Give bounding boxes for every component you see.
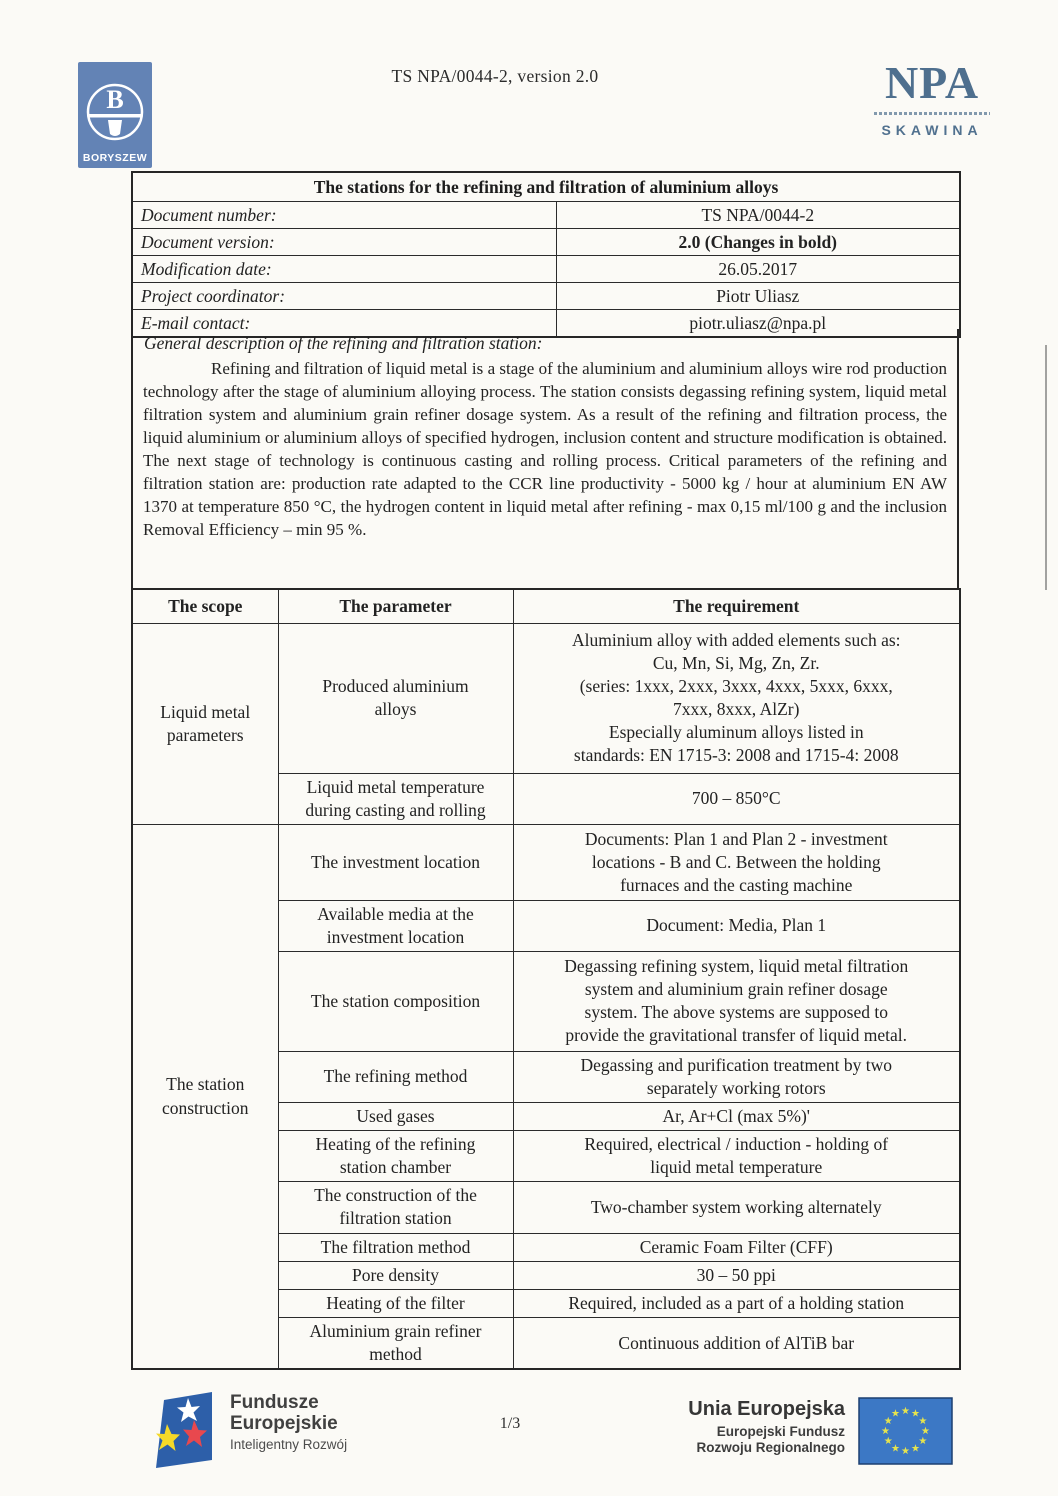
parameter-cell: Produced aluminium alloys [278,623,513,773]
document-info-table [131,171,961,338]
fundusze-europejskie-label [230,1392,347,1452]
doc-field-label: E-mail contact: [132,310,556,338]
parameter-cell: Available media at the investment location [278,900,513,951]
svg-text:★: ★ [918,1436,928,1447]
table-row [132,256,960,283]
scope-cell: The station construction [132,824,278,1369]
parameter-cell: The station composition [278,951,513,1051]
description-paragraph: Refining and filtration of liquid metal is a stage of the aluminium and aluminium alloys wire rod production technology after the stage of aluminium alloying process. The station consists degassing refining system, liquid metal filtration system and aluminium grain refiner dosage system. As a result of the refining and filtration process, the liquid aluminium or aluminium alloys of specified hydrogen, inclusion content and structure modification is obtained. The next stage of technology is continuous casting and rolling process. Critical parameters of the refining and filtration station are: production rate adapted to the CCR line productivity - 5000 kg / hour at aluminium EN AW 1370 at temperature 850 °C, the hydrogen content in liquid metal after refining - max 0,15 ml/100 g and the inclusion Removal Efficiency – min 95 %. [143,359,947,539]
parameter-cell: The construction of the filtration station [278,1182,513,1233]
requirement-cell: Degassing and purification treatment by two separately working rotors [513,1051,960,1102]
parameter-cell: Liquid metal temperature during casting and rolling [278,773,513,824]
fundusze-title-line1: Fundusze [230,1392,319,1413]
boryszew-label: BORYSZEW [82,152,148,164]
doc-field-value: TS NPA/0044-2 [556,202,960,229]
table-row [132,172,960,202]
unia-europejska-label [610,1398,845,1456]
requirement-cell: 30 – 50 ppi [513,1261,960,1289]
table-row [132,824,960,900]
eu-flag-graphic [858,1397,953,1465]
unia-subtitle-line1: Europejski Fundusz [716,1424,845,1439]
requirement-cell: Ceramic Foam Filter (CFF) [513,1233,960,1261]
parameter-cell: Used gases [278,1103,513,1131]
svg-text:★: ★ [901,1406,910,1417]
table-row [132,283,960,310]
svg-text:★: ★ [911,1443,920,1455]
svg-text:★: ★ [891,1408,900,1420]
page-number: 1/3 [499,1415,521,1432]
unia-title: Unia Europejska [688,1398,845,1420]
document-title: The stations for the refining and filtration of aluminium alloys [132,172,960,202]
table-row [132,623,960,773]
requirement-cell: Ar, Ar+Cl (max 5%)' [513,1103,960,1131]
boryszew-logo [78,62,152,168]
specification-table [131,588,961,1370]
scan-edge-artifact [1045,345,1047,590]
header-parameter: The parameter [278,589,513,623]
svg-text:★: ★ [911,1408,920,1420]
svg-text:★: ★ [883,1436,893,1447]
general-description-section [131,329,959,588]
fundusze-flag-graphic [150,1390,216,1470]
doc-field-label: Project coordinator: [132,283,556,310]
svg-text:★: ★ [891,1443,900,1455]
fundusze-europejskie-flag-icon [150,1390,216,1470]
doc-field-value: Piotr Uliasz [556,283,960,310]
table-header-row [132,589,960,623]
npa-logo-name: NPA [884,57,980,108]
parameter-cell: Pore density [278,1261,513,1289]
parameter-cell: The investment location [278,824,513,900]
npa-logo-subtitle: SKAWINA [881,122,983,138]
scope-cell: Liquid metal parameters [132,623,278,824]
header-scope: The scope [132,589,278,623]
requirement-cell: 700 – 850°C [513,773,960,824]
requirement-cell: Required, electrical / induction - holding of liquid metal temperature [513,1131,960,1182]
requirement-cell: Documents: Plan 1 and Plan 2 - investment locations - B and C. Between the holding furnaces and the casting machine [513,824,960,900]
doc-field-value: piotr.uliasz@npa.pl [556,310,960,338]
parameter-cell: Aluminium grain refiner method [278,1317,513,1369]
parameter-cell: The refining method [278,1051,513,1102]
boryszew-logo-graphic [78,62,152,168]
parameter-cell: Heating of the refining station chamber [278,1131,513,1182]
description-heading: General description of the refining and filtration station: [144,333,543,353]
table-row [132,229,960,256]
boryszew-letter: B [106,85,124,114]
svg-text:★: ★ [883,1416,893,1427]
svg-text:★: ★ [921,1426,930,1437]
document-reference-header: TS NPA/0044-2, version 2.0 [391,66,599,86]
requirement-cell: Document: Media, Plan 1 [513,900,960,951]
requirement-cell: Continuous addition of AlTiB bar [513,1317,960,1369]
doc-field-label: Document number: [132,202,556,229]
fundusze-subtitle: Inteligentny Rozwój [230,1437,348,1452]
parameter-cell: The filtration method [278,1233,513,1261]
table-row [132,202,960,229]
npa-tagline-line [874,112,990,115]
parameter-cell: Heating of the filter [278,1289,513,1317]
svg-text:★: ★ [918,1416,928,1427]
doc-field-value: 2.0 (Changes in bold) [556,229,960,256]
header-requirement: The requirement [513,589,960,623]
requirement-cell: Two-chamber system working alternately [513,1182,960,1233]
requirement-cell: Required, included as a part of a holding station [513,1289,960,1317]
fundusze-title-line2: Europejskie [230,1413,338,1434]
svg-text:★: ★ [901,1446,910,1457]
doc-field-label: Document version: [132,229,556,256]
requirement-cell: Aluminium alloy with added elements such as: Cu, Mn, Si, Mg, Zn, Zr. (series: 1xxx, 2xxx, 3xxx, 4xxx, 5xxx, 6xxx, 7xxx, 8xxx, AlZr) Especially aluminum alloys listed in standards: EN 1715-3: 2008 and 1715-4: 2008 [513,623,960,773]
doc-field-value: 26.05.2017 [556,256,960,283]
doc-field-label: Modification date: [132,256,556,283]
npa-skawina-logo [871,57,993,138]
unia-subtitle-line2: Rozwoju Regionalnego [696,1440,845,1455]
requirement-cell: Degassing refining system, liquid metal filtration system and aluminium grain refiner dosage system. The above systems are supposed to provide the gravitational transfer of liquid metal. [513,951,960,1051]
svg-text:★: ★ [881,1426,890,1437]
eu-flag-icon [858,1397,953,1465]
